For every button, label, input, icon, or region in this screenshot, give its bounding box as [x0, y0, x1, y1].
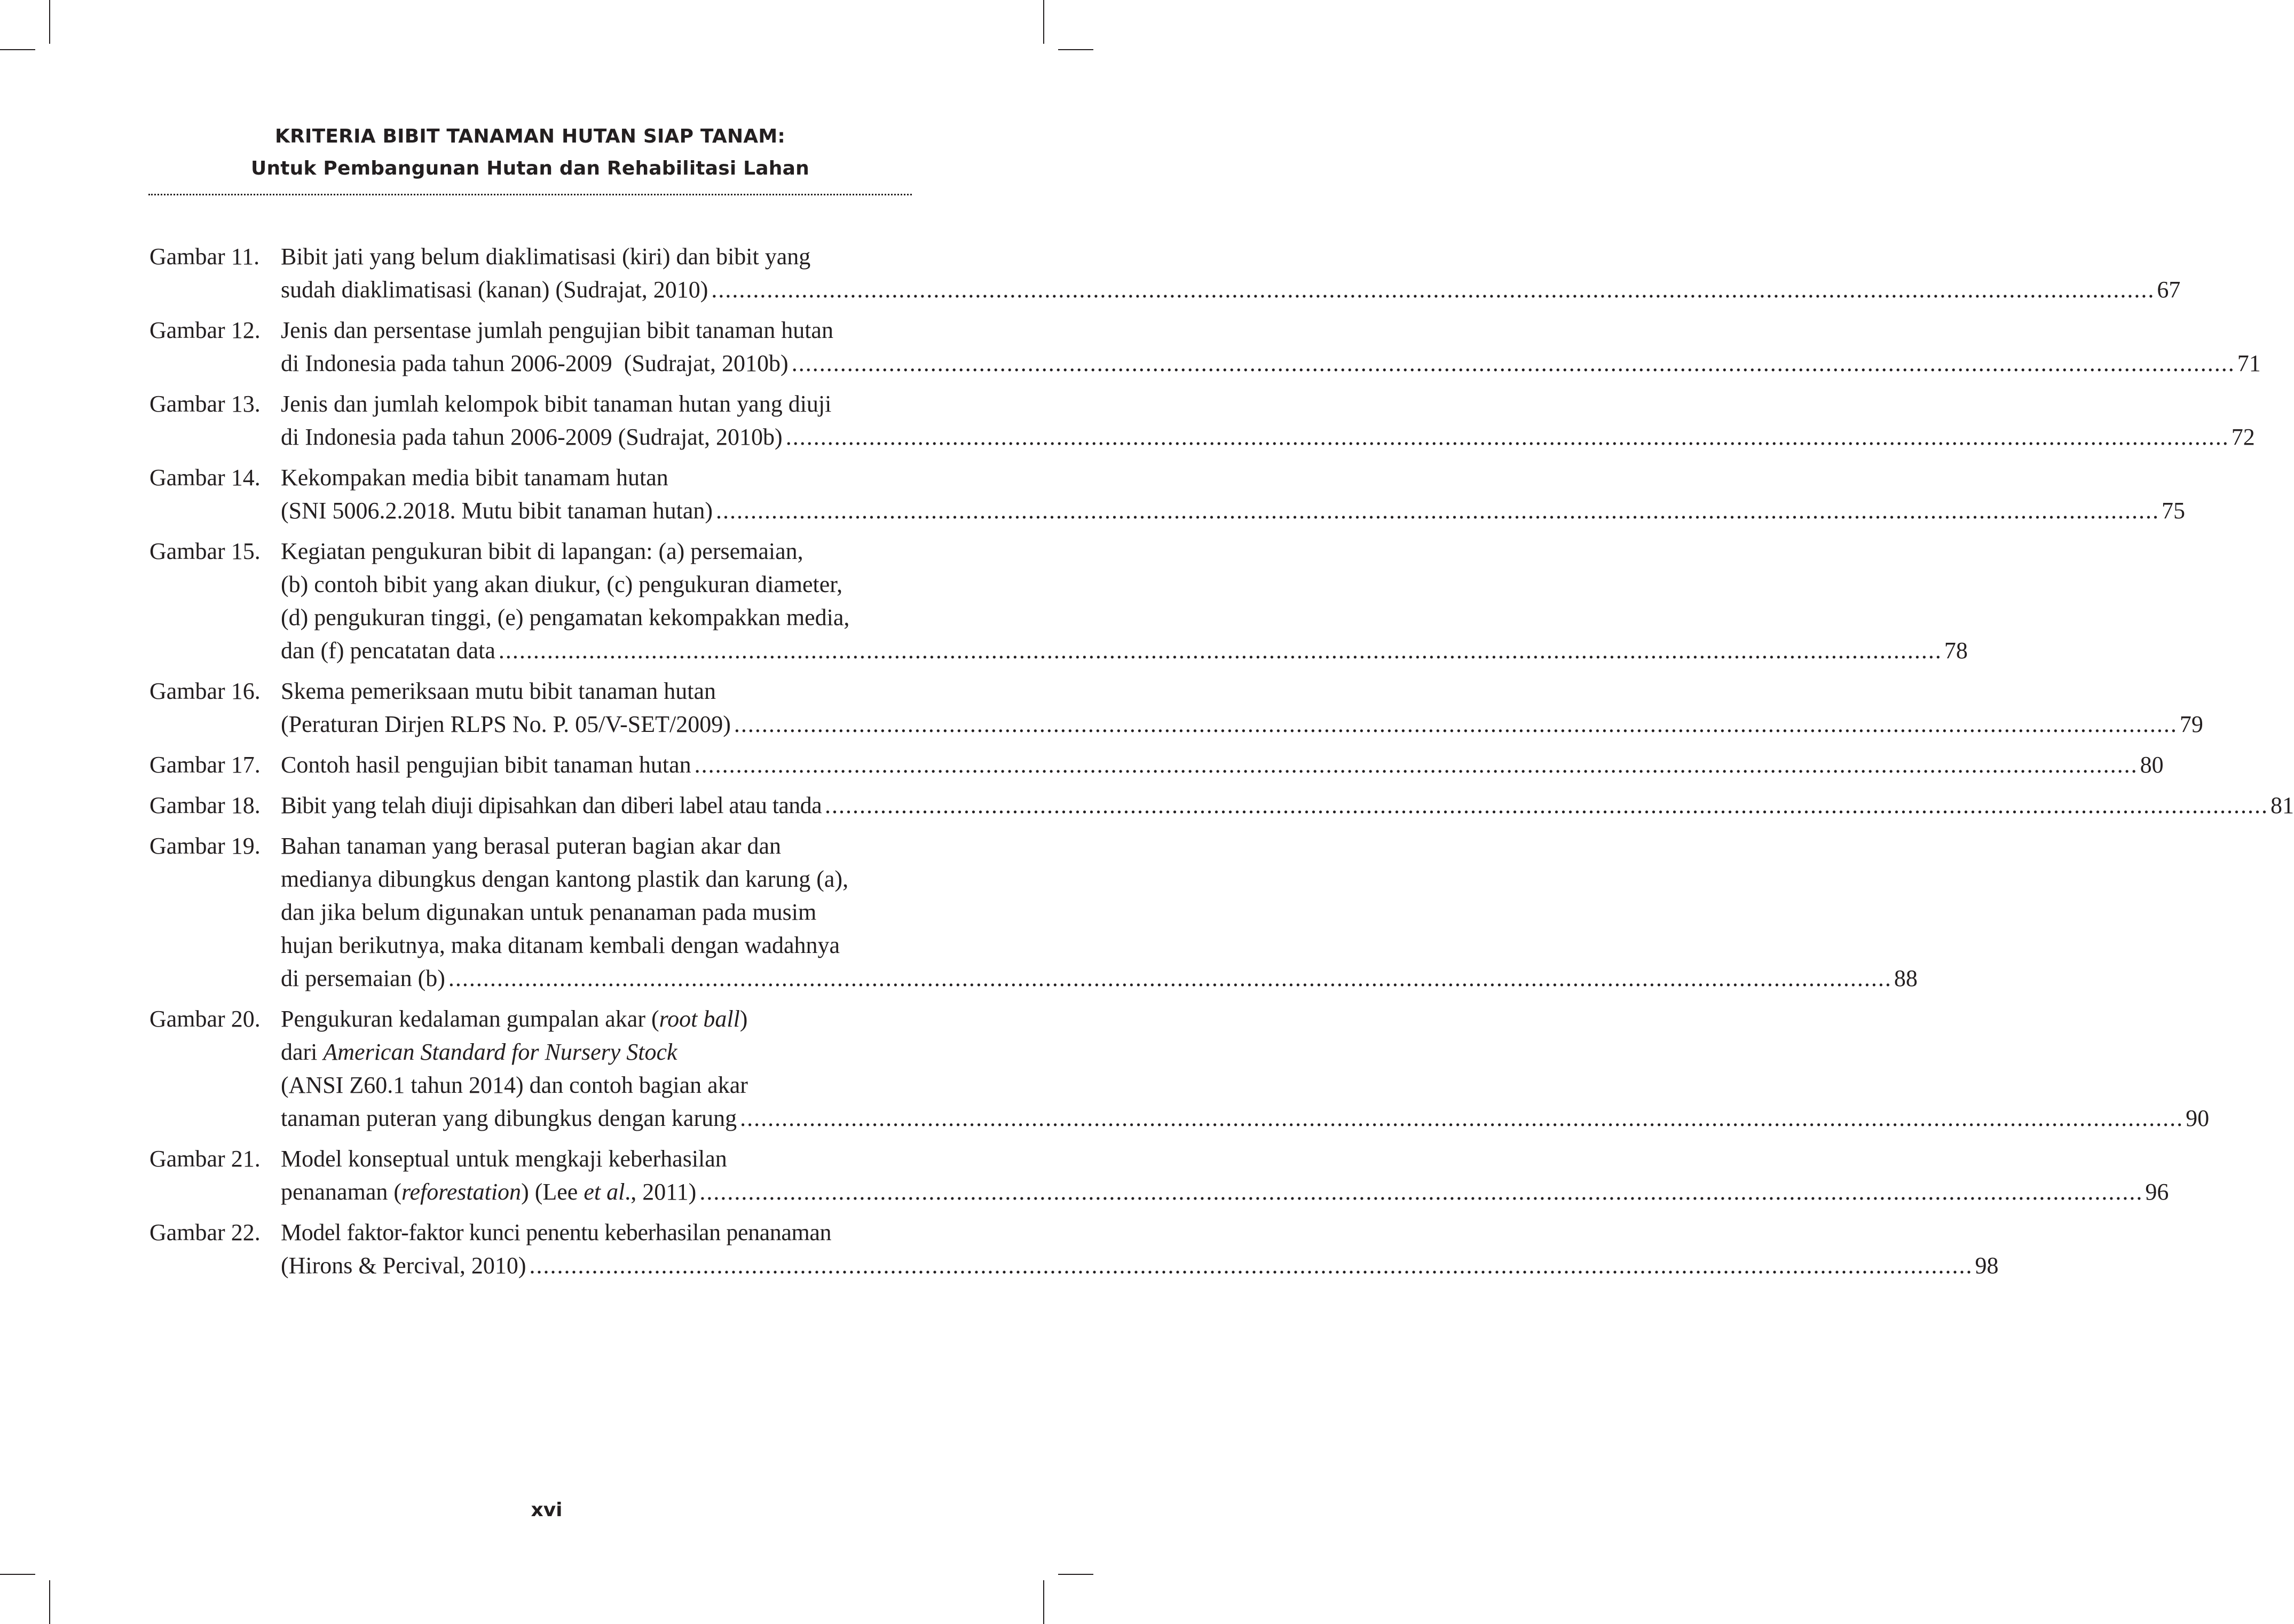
- entry-line: di Indonesia pada tahun 2006-2009 (Sudrajat, 2010b): [281, 350, 789, 376]
- entry-body: [281, 748, 2164, 782]
- entry-line: (ANSI Z60.1 tahun 2014) dan contoh bagian akar: [281, 1072, 748, 1098]
- entry-line: Kekompakan media bibit tanamam hutan: [281, 464, 668, 491]
- crop-mark-top-right-horizontal: [1058, 49, 1093, 50]
- entry-last-line: [281, 273, 2180, 306]
- entry-label: Gambar 20.: [149, 1006, 261, 1032]
- entry-italic-text: reforestation: [401, 1179, 522, 1205]
- dot-leader: [529, 1249, 1973, 1282]
- crop-mark-top-right-vertical: [1043, 0, 1044, 44]
- entry-last-line: [281, 421, 2255, 454]
- entry-last-line: [281, 494, 2185, 527]
- toc-entry[interactable]: [149, 314, 2261, 380]
- entry-line: tanaman puteran yang dibungkus dengan karung: [281, 1105, 737, 1131]
- toc-entry[interactable]: [149, 1003, 2210, 1135]
- entry-label: Gambar 19.: [149, 833, 261, 859]
- entry-line: medianya dibungkus dengan kantong plastik dan karung (a),: [281, 866, 849, 892]
- entry-line: sudah diaklimatisasi (kanan) (Sudrajat, 2010): [281, 277, 708, 303]
- entry-body: [281, 1142, 2169, 1209]
- entry-label: Gambar 18.: [149, 792, 261, 818]
- entry-last-line: [281, 708, 2203, 741]
- crop-mark-bottom-left-horizontal: [0, 1574, 35, 1575]
- toc-entry[interactable]: [149, 388, 2255, 454]
- entry-line: (b) contoh bibit yang akan diukur, (c) pengukuran diameter,: [281, 571, 843, 597]
- entry-line: Jenis dan persentase jumlah pengujian bibit tanaman hutan: [281, 317, 833, 343]
- page-number: 98: [1975, 1252, 1999, 1279]
- entry-italic-text: American Standard for Nursery Stock: [323, 1039, 677, 1065]
- entry-body: [281, 461, 2185, 527]
- entry-last-line: [281, 1249, 1998, 1282]
- entry-last-line: [281, 962, 1918, 995]
- entry-body: [281, 1003, 2209, 1135]
- crop-mark-bottom-right-vertical: [1043, 1580, 1044, 1624]
- toc-entry[interactable]: [149, 830, 1918, 995]
- entry-text: ): [739, 1006, 748, 1032]
- dot-leader: [699, 1176, 2143, 1209]
- page-number: 78: [1944, 637, 1968, 664]
- entry-line: Bahan tanaman yang berasal puteran bagian akar dan: [281, 833, 782, 859]
- entry-line: [281, 1036, 2209, 1069]
- entry-label: Gambar 12.: [149, 317, 261, 343]
- toc-entry[interactable]: [149, 535, 1968, 667]
- entry-label: Gambar 21.: [149, 1146, 261, 1172]
- toc-entry[interactable]: [149, 1216, 1999, 1282]
- entry-body: [281, 240, 2180, 306]
- entry-label: Gambar 14.: [149, 464, 261, 491]
- entry-text: Pengukuran kedalaman gumpalan akar (: [281, 1006, 659, 1032]
- entry-text: penanaman (: [281, 1179, 401, 1205]
- page-number: 80: [2140, 752, 2164, 778]
- entry-line: Kegiatan pengukuran bibit di lapangan: (a) persemaian,: [281, 538, 803, 564]
- entry-line: dan (f) pencatatan data: [281, 637, 495, 664]
- page-number: 96: [2145, 1179, 2169, 1205]
- page-number: 81: [2271, 792, 2294, 818]
- entry-last-line: [281, 748, 2164, 782]
- entry-line: Contoh hasil pengujian bibit tanaman hutan: [281, 752, 691, 778]
- entry-body: [281, 675, 2203, 741]
- crop-mark-bottom-left-vertical: [49, 1580, 50, 1624]
- toc-entry[interactable]: [149, 789, 2294, 822]
- entry-line: Skema pemeriksaan mutu bibit tanaman hutan: [281, 678, 716, 704]
- entry-line: (Hirons & Percival, 2010): [281, 1252, 526, 1279]
- entry-line: (Peraturan Dirjen RLPS No. P. 05/V-SET/2009): [281, 711, 731, 737]
- entry-line: hujan berikutnya, maka ditanam kembali dengan wadahnya: [281, 932, 840, 958]
- dot-leader: [825, 789, 2268, 822]
- entry-italic-text: et al: [584, 1179, 625, 1205]
- crop-mark-top-left-horizontal: [0, 49, 35, 50]
- entry-line: (d) pengukuran tinggi, (e) pengamatan kekompakkan media,: [281, 604, 850, 630]
- entry-label: Gambar 17.: [149, 752, 261, 778]
- dot-leader: [792, 347, 2235, 380]
- dot-leader: [786, 421, 2229, 454]
- toc-entry[interactable]: [149, 1142, 2169, 1209]
- entry-line: Model konseptual untuk mengkaji keberhasilan: [281, 1146, 727, 1172]
- entry-body: [281, 1216, 1998, 1282]
- entry-line: di persemaian (b): [281, 965, 445, 991]
- entry-text: ., 2011): [625, 1179, 697, 1205]
- entry-body: [281, 314, 2261, 380]
- entry-line: (SNI 5006.2.2018. Mutu bibit tanaman hutan): [281, 498, 713, 524]
- running-header: [149, 124, 911, 182]
- entry-italic-text: root ball: [659, 1006, 740, 1032]
- entry-line: [281, 1176, 696, 1209]
- entry-body: [281, 830, 1918, 995]
- entry-line: di Indonesia pada tahun 2006-2009 (Sudrajat, 2010b): [281, 424, 783, 450]
- entry-body: [281, 789, 2294, 822]
- list-of-figures: [149, 240, 2294, 1290]
- entry-last-line: [281, 347, 2261, 380]
- entry-body: [281, 388, 2255, 454]
- entry-label: Gambar 15.: [149, 538, 261, 564]
- page-number: 72: [2231, 424, 2255, 450]
- entry-label: Gambar 13.: [149, 391, 261, 417]
- entry-last-line: [281, 634, 1968, 667]
- header-subtitle: Untuk Pembangunan Hutan dan Rehabilitasi Lahan: [251, 157, 809, 179]
- page-number: 88: [1894, 965, 1918, 991]
- crop-mark-top-left-vertical: [49, 0, 50, 44]
- page-number: 79: [2179, 711, 2203, 737]
- entry-line: dan jika belum digunakan untuk penanaman pada musim: [281, 899, 817, 925]
- page-number: 90: [2186, 1105, 2210, 1131]
- dot-leader: [740, 1102, 2183, 1135]
- entry-label: Gambar 22.: [149, 1219, 261, 1245]
- entry-label: Gambar 16.: [149, 678, 261, 704]
- entry-last-line: [281, 1102, 2209, 1135]
- dot-leader: [448, 962, 1892, 995]
- page-number: 67: [2157, 277, 2181, 303]
- entry-line: Model faktor-faktor kunci penentu keberhasilan penanaman: [281, 1219, 832, 1245]
- entry-line: Bibit yang telah diuji dipisahkan dan diberi label atau tanda: [281, 792, 822, 818]
- entry-label: Gambar 11.: [149, 243, 260, 270]
- entry-body: [281, 535, 1968, 667]
- header-title: KRITERIA BIBIT TANAMAN HUTAN SIAP TANAM:: [275, 125, 785, 147]
- toc-entry[interactable]: [149, 461, 2186, 527]
- dot-leader: [716, 494, 2159, 527]
- toc-entry[interactable]: [149, 675, 2203, 741]
- dot-leader: [695, 748, 2138, 782]
- page-number: 71: [2237, 350, 2261, 376]
- entry-text: dari: [281, 1039, 324, 1065]
- entry-last-line: [281, 789, 2294, 822]
- page-number: 75: [2162, 498, 2186, 524]
- entry-line: Bibit jati yang belum diaklimatisasi (kiri) dan bibit yang: [281, 243, 811, 270]
- dot-leader: [734, 708, 2178, 741]
- crop-mark-bottom-right-horizontal: [1058, 1574, 1093, 1575]
- dot-leader: [499, 634, 1942, 667]
- entry-text: ) (Lee: [521, 1179, 584, 1205]
- toc-entry[interactable]: [149, 748, 2164, 782]
- entry-last-line: [281, 1176, 2169, 1209]
- toc-entry[interactable]: [149, 240, 2181, 306]
- page-folio: xvi: [531, 1499, 563, 1521]
- entry-line: Jenis dan jumlah kelompok bibit tanaman hutan yang diuji: [281, 391, 832, 417]
- entry-line: [281, 1003, 2209, 1036]
- dot-leader: [711, 273, 2155, 306]
- header-dotted-rule: [148, 194, 912, 195]
